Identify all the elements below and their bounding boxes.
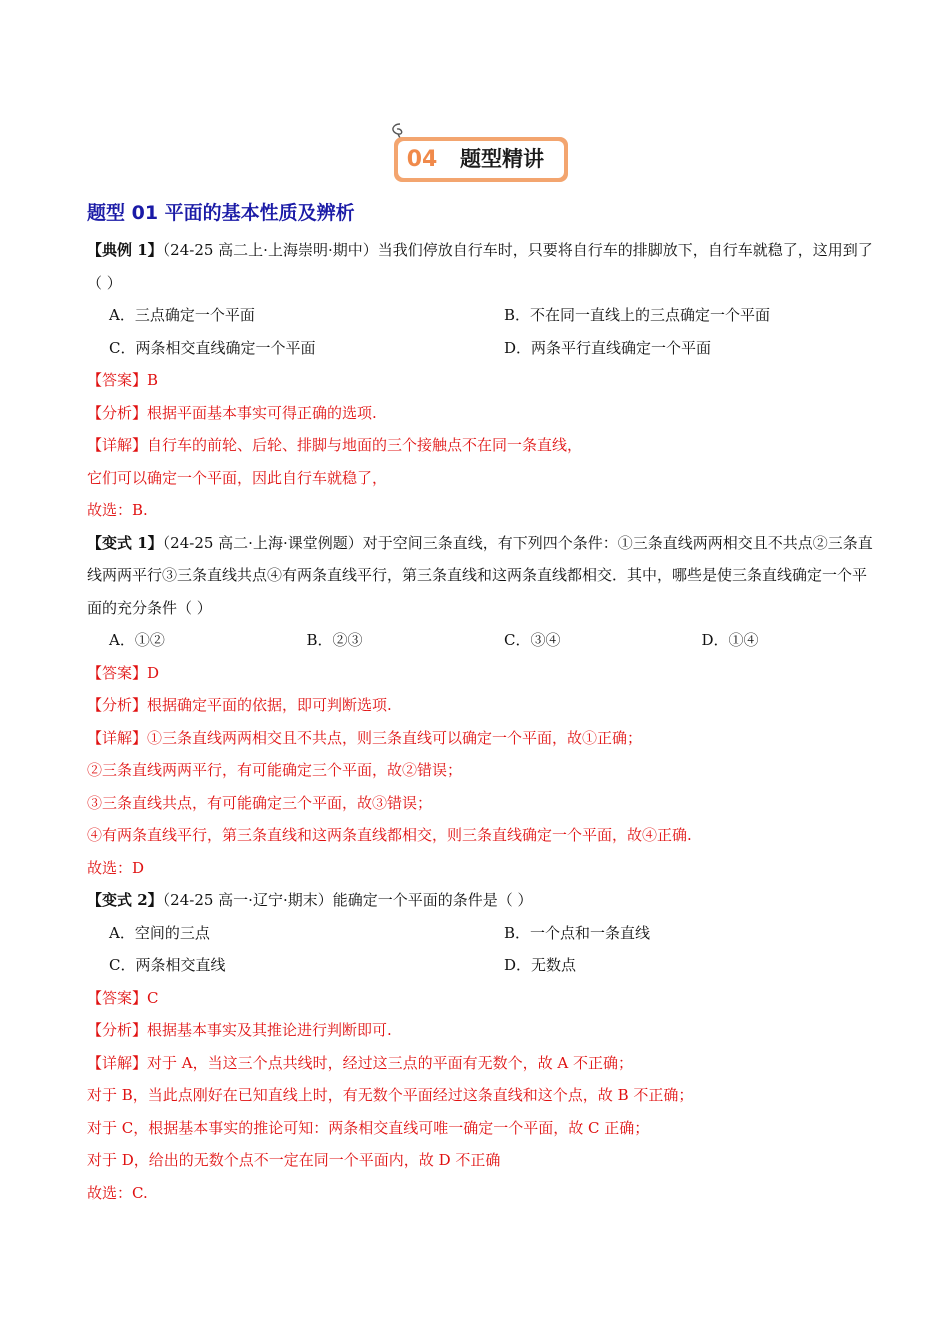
- question-2-options: [87, 624, 877, 657]
- option-b: B．一个点和一条直线: [504, 923, 651, 942]
- question-1-answer: [87, 364, 877, 397]
- question-2-text: 对于空间三条直线，有下列四个条件：①三条直线两两相交且不共点②三条直线两两平行③三条直线共点④有两条直线平行，第三条直线和这两条直线都相交．其中，哪些是使三条直线确定一个平面的充分条件（ ）: [87, 533, 873, 617]
- section-title: 题型 01 平面的基本性质及辨析: [87, 202, 355, 224]
- question-3-head: 【变式 2】: [87, 891, 163, 909]
- option-c: C．两条相交直线确定一个平面: [109, 338, 316, 357]
- analysis-text: 根据确定平面的依据，即可判断选项.: [147, 696, 392, 714]
- question-2-detail-line: ③三条直线共点，有可能确定三个平面，故③错误；: [87, 793, 433, 812]
- option-d: D．两条平行直线确定一个平面: [504, 338, 712, 357]
- question-1-stem: [87, 234, 877, 299]
- question-2-analysis: [87, 689, 877, 722]
- detail-label: 【详解】: [87, 728, 148, 747]
- question-1-source: （24-25 高二上·上海崇明·期中）: [162, 241, 378, 259]
- option-c: C．③④: [504, 631, 561, 649]
- answer-label: 【答案】: [87, 988, 148, 1007]
- analysis-label: 【分析】: [87, 403, 148, 422]
- answer-value: D: [147, 663, 160, 682]
- document-body: [87, 196, 877, 1209]
- option-d: D．无数点: [504, 956, 577, 974]
- option-a: A．三点确定一个平面: [109, 306, 255, 324]
- question-2-stem: [87, 527, 877, 625]
- question-3-answer: [87, 982, 877, 1015]
- option-a: A．空间的三点: [109, 923, 210, 942]
- question-3-stem: [87, 884, 877, 917]
- banner-number: 04: [406, 147, 438, 172]
- question-1-text: 当我们停放自行车时，只要将自行车的排脚放下，自行车就稳了，这用到了（ ）: [87, 241, 873, 292]
- question-3-text: 能确定一个平面的条件是（ ）: [332, 891, 533, 909]
- question-2-detail-line: ②三条直线两两平行，有可能确定三个平面，故②错误；: [87, 761, 463, 779]
- question-3-options: [87, 917, 877, 982]
- answer-label: 【答案】: [87, 663, 148, 682]
- question-1-options: [87, 299, 877, 364]
- question-1-head: 【典例 1】: [87, 241, 163, 259]
- question-3-detail-line: 对于 B，当此点刚好在已知直线上时，有无数个平面经过这条直线和这个点，故 B 不正确；: [87, 1086, 694, 1104]
- question-2-source: （24-25 高二·上海·课堂例题）: [162, 533, 363, 552]
- detail-text: 自行车的前轮、后轮、排脚与地面的三个接触点不在同一条直线，: [147, 436, 583, 454]
- option-a: A．①②: [109, 631, 165, 649]
- question-1-detail-line: 它们可以确定一个平面，因此自行车就稳了，: [87, 468, 388, 487]
- question-3-analysis: [87, 1014, 877, 1047]
- analysis-text: 根据基本事实及其推论进行判断即可.: [147, 1021, 392, 1039]
- option-b: B．②③: [306, 631, 363, 649]
- question-3-detail: [87, 1047, 877, 1080]
- question-3-conclusion: 故选：C.: [87, 1183, 148, 1202]
- question-1-conclusion: 故选：B.: [87, 501, 148, 519]
- question-3-detail-line: 对于 C，根据基本事实的推论可知：两条相交直线可唯一确定一个平面，故 C 正确；: [87, 1118, 650, 1137]
- analysis-text: 根据平面基本事实可得正确的选项.: [147, 403, 377, 422]
- question-2-conclusion: 故选：D: [87, 858, 145, 877]
- question-2-answer: [87, 657, 877, 690]
- question-3-source: （24-25 高一·辽宁·期末）: [162, 891, 333, 909]
- question-3-detail-line: 对于 D，给出的无数个点不一定在同一个平面内，故 D 不正确: [87, 1151, 501, 1169]
- option-d: D．①④: [701, 631, 759, 649]
- question-1-detail: [87, 429, 877, 462]
- analysis-label: 【分析】: [87, 1021, 148, 1039]
- detail-text: 对于 A，当这三个点共线时，经过这三点的平面有无数个，故 A 不正确；: [147, 1053, 633, 1072]
- option-c: C．两条相交直线: [109, 956, 226, 974]
- answer-value: B: [147, 371, 159, 389]
- detail-label: 【详解】: [87, 1053, 148, 1072]
- answer-value: C: [147, 988, 159, 1007]
- banner-title: 题型精讲: [460, 147, 544, 171]
- option-b: B．不在同一直线上的三点确定一个平面: [504, 306, 771, 324]
- detail-text: ①三条直线两两相交且不共点，则三条直线可以确定一个平面，故①正确；: [147, 728, 643, 747]
- answer-label: 【答案】: [87, 371, 148, 389]
- question-2-head: 【变式 1】: [87, 533, 163, 552]
- question-2-detail: [87, 722, 877, 755]
- detail-label: 【详解】: [87, 436, 148, 454]
- analysis-label: 【分析】: [87, 696, 148, 714]
- question-1-analysis: [87, 397, 877, 430]
- question-2-detail-line: ④有两条直线平行，第三条直线和这两条直线都相交，则三条直线确定一个平面，故④正确.: [87, 826, 692, 844]
